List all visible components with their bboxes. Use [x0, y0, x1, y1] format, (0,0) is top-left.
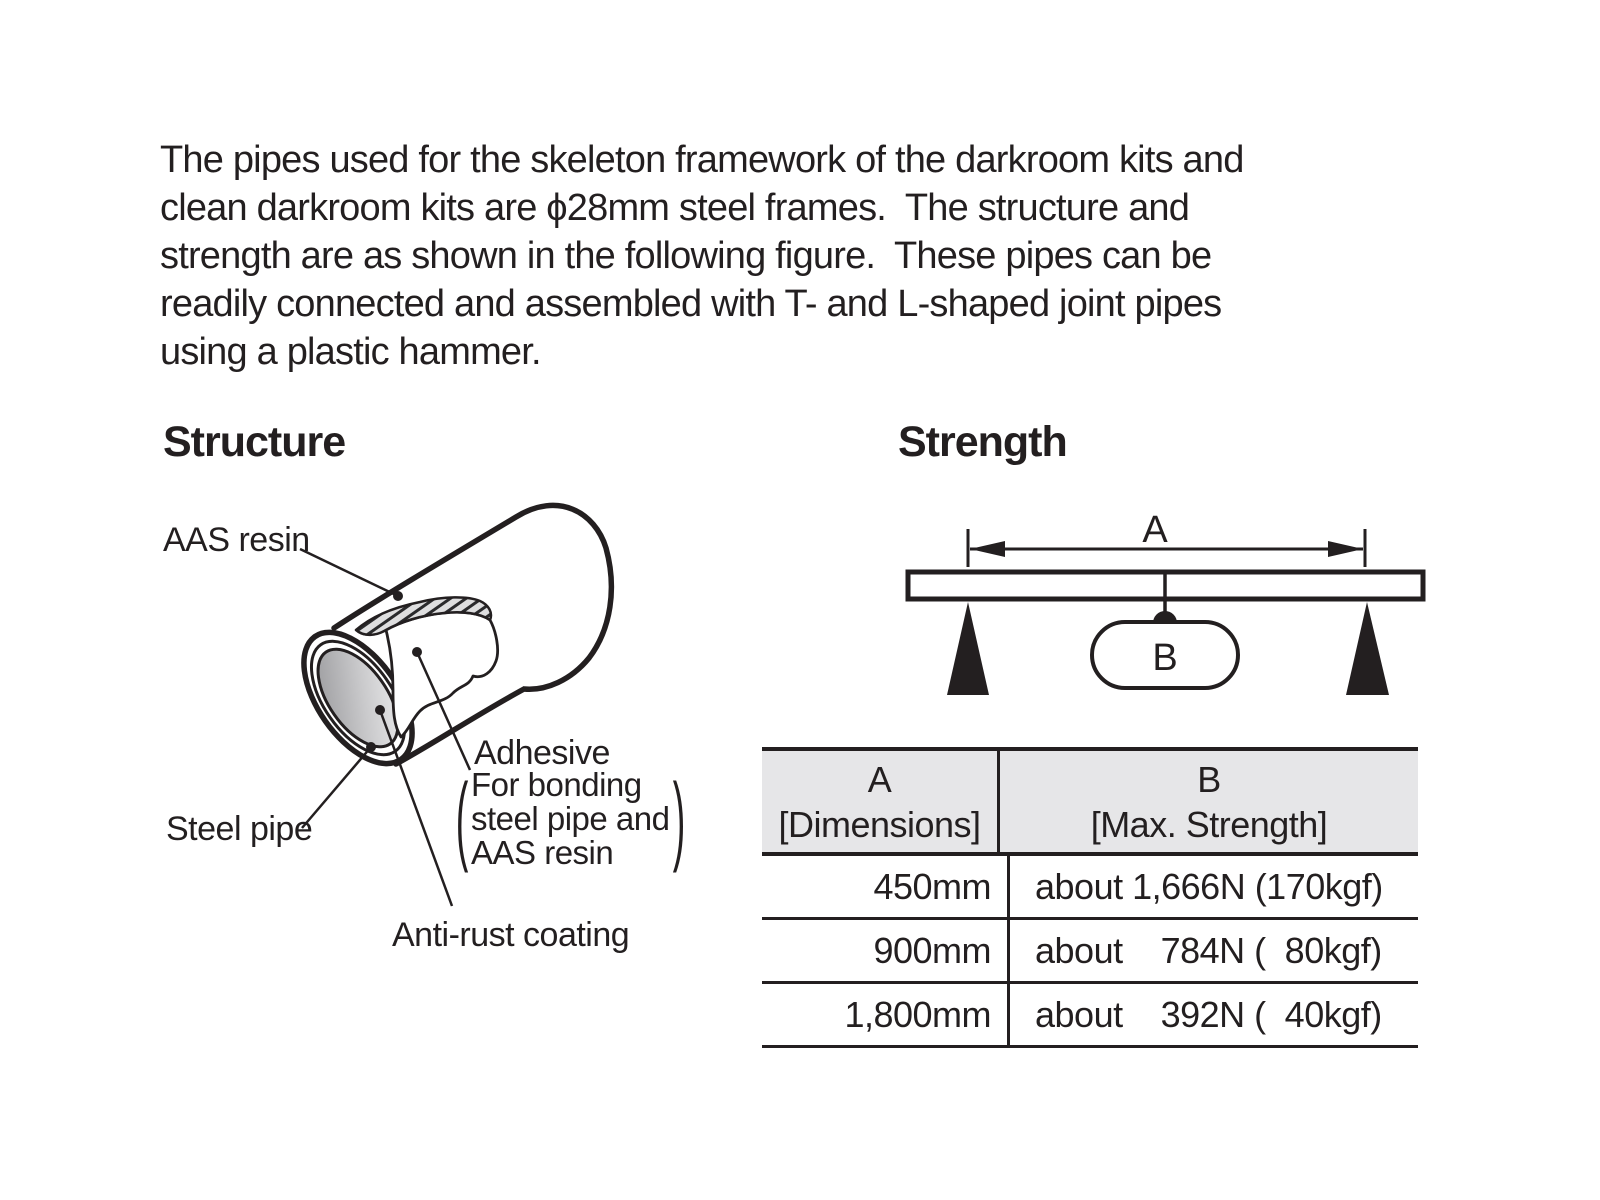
anti-rust-callout-dot: [375, 705, 385, 715]
support-triangle-left: [947, 602, 989, 695]
intro-line: clean darkroom kits are ϕ28mm steel frames. The structure and: [160, 187, 1190, 229]
dimension-cell: 900mm: [873, 930, 992, 971]
aas-resin-callout-line: [300, 549, 398, 596]
close-paren: ): [672, 762, 685, 874]
steel-pipe-label: Steel pipe: [166, 810, 313, 848]
dimension-cell: 1,800mm: [844, 994, 992, 1035]
header-a-caption: [Dimensions]: [778, 803, 981, 845]
open-paren: (: [455, 762, 469, 874]
table-row: [762, 984, 1418, 1048]
aas-resin-callout-dot: [393, 591, 403, 601]
adhesive-callout-dot: [412, 647, 422, 657]
intro-paragraph: [160, 136, 1440, 376]
header-cell-max-strength: [997, 751, 1418, 852]
dimension-arrow-right: [1328, 541, 1363, 557]
strength-cell: about 1,666N (170kgf): [1007, 856, 1418, 917]
dimension-cell: 450mm: [873, 866, 992, 907]
strength-cell: about 784N ( 80kgf): [1007, 920, 1418, 981]
steel-pipe-callout-dot: [366, 742, 376, 752]
strength-table: [762, 747, 1418, 1048]
header-cell-dimensions: [762, 751, 997, 852]
adhesive-label: Adhesive: [474, 734, 610, 772]
adhesive-note: [455, 762, 686, 874]
steel-pipe-callout-line: [302, 747, 371, 828]
table-row: [762, 920, 1418, 984]
adhesive-note-line: steel pipe and: [471, 800, 670, 837]
header-b-caption: [Max. Strength]: [1090, 803, 1328, 845]
adhesive-note-line: For bonding: [471, 766, 642, 803]
load-label: B: [1152, 637, 1178, 679]
aas-resin-label: AAS resin: [163, 521, 310, 559]
intro-line: readily connected and assembled with T- and L-shaped joint pipes: [160, 283, 1222, 325]
intro-line: strength are as shown in the following figure. These pipes can be: [160, 235, 1212, 277]
structure-heading: Structure: [163, 418, 346, 466]
intro-line: using a plastic hammer.: [160, 331, 541, 373]
table-header-row: [762, 751, 1418, 856]
support-triangle-right: [1346, 602, 1389, 695]
intro-line: The pipes used for the skeleton framework of the darkroom kits and: [160, 139, 1244, 181]
strength-cell: about 392N ( 40kgf): [1007, 984, 1418, 1045]
strength-heading: Strength: [898, 418, 1067, 466]
dimension-arrow-left: [970, 541, 1005, 557]
table-row: [762, 856, 1418, 920]
header-a-letter: A: [867, 758, 892, 800]
load-hook-dome: [1153, 611, 1177, 623]
anti-rust-label: Anti-rust coating: [392, 916, 630, 954]
dimension-label: A: [1142, 509, 1168, 551]
strength-beam-figure: [880, 495, 1480, 710]
adhesive-note-line: AAS resin: [471, 834, 614, 871]
header-b-letter: B: [1197, 758, 1221, 800]
